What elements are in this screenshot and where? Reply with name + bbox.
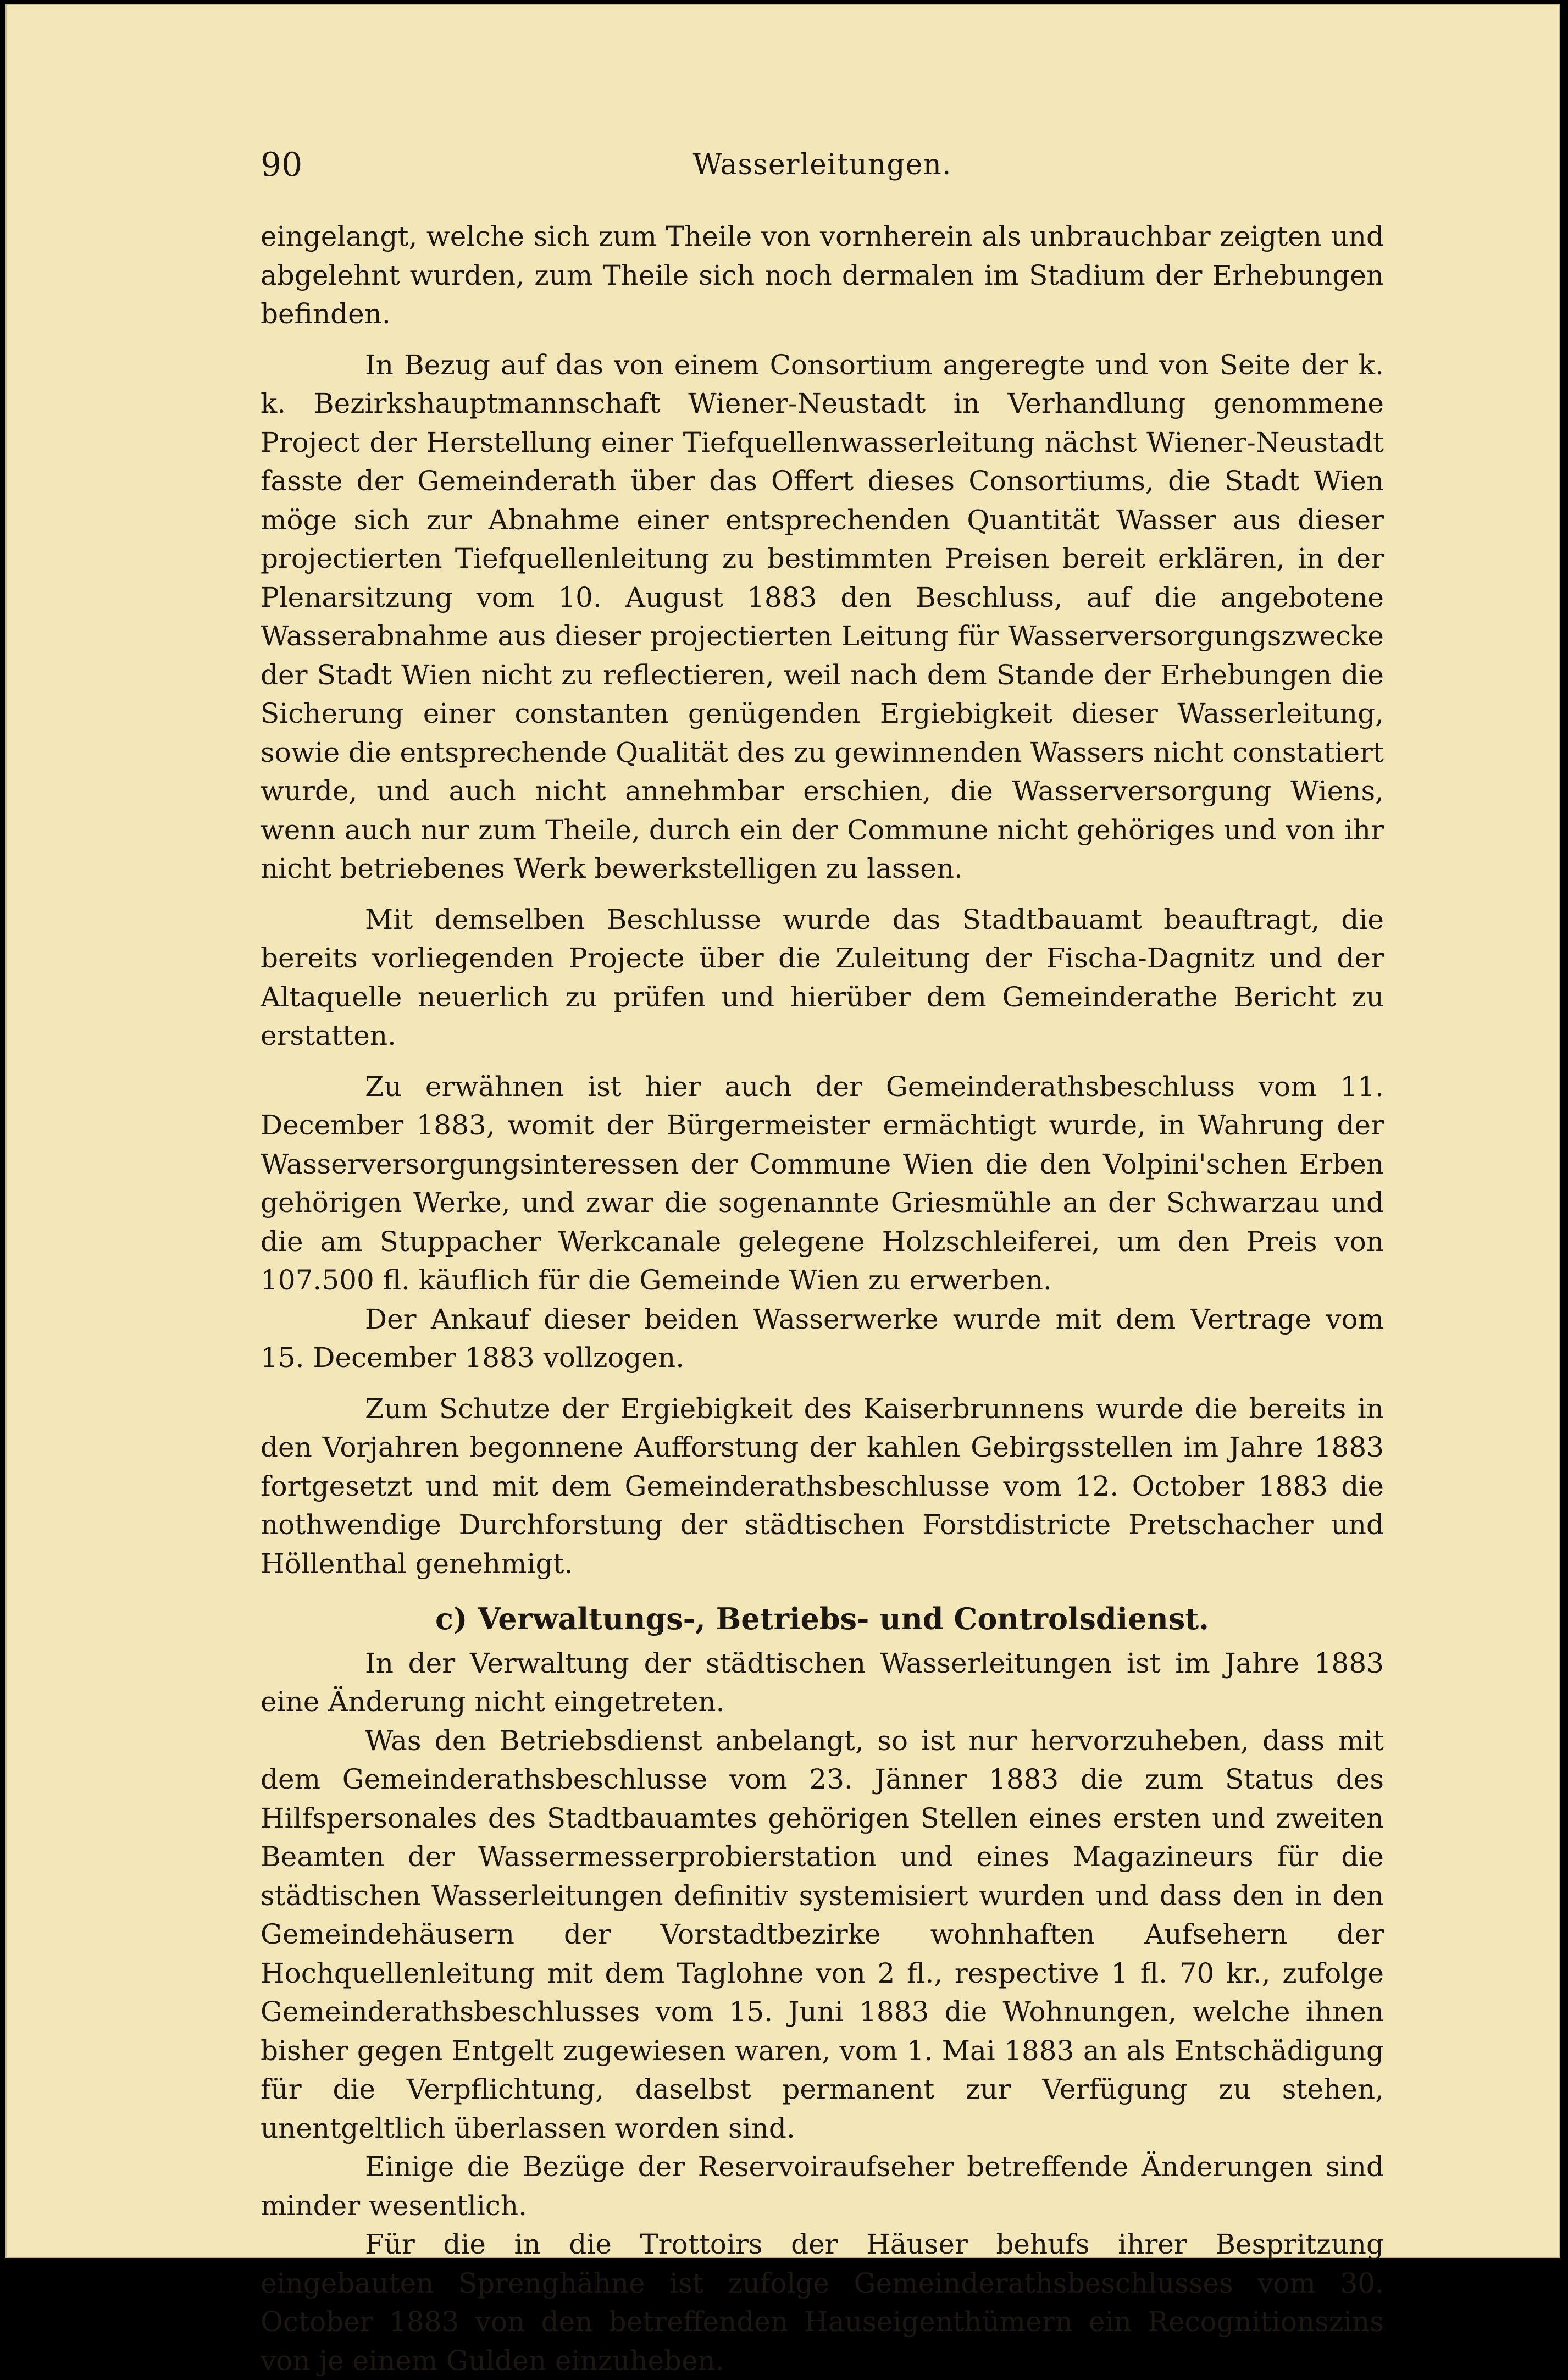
paragraph: Was den Betriebsdienst anbelangt, so ist nur hervorzuheben, dass mit dem Gemeinderathsbeschlusse vom 23. Jänner 1883 die zum Status des Hilfspersonales des Stadtbauamtes gehörigen Stellen eines ersten und zweiten Beamten der Wassermesserprobierstation und eines Magazineurs für die städtischen Wasserleitungen definitiv systemisiert wurden und dass den in den Gemeindehäusern der Vorstadtbezirke wohnhaften Aufsehern der Hochquellenleitung mit dem Taglohne von 2 fl., respective 1 fl. 70 kr., zufolge Gemeinderathsbeschlusses vom 15. Juni 1883 die Wohnungen, welche ihnen bisher gegen Entgelt zugewiesen waren, vom 1. Mai 1883 an als Entschädigung für die Verpflichtung, daselbst permanent zur Verfügung zu stehen, unentgeltlich überlassen worden sind. (261, 1724, 1384, 2144)
paragraph: Zum Schutze der Ergiebigkeit des Kaiserbrunnens wurde die bereits in den Vorjahren begonnene Aufforstung der kahlen Gebirgsstellen im Jahre 1883 fortgesetzt und mit dem Gemeinderathsbeschlusse vom 12. October 1883 die nothwendige Durchforstung der städtischen Forstdistricte Pretschacher und Höllenthal genehmigt. (261, 1392, 1384, 1580)
page-number: 90 (261, 146, 303, 184)
paragraph: Zu erwähnen ist hier auch der Gemeinderathsbeschluss vom 11. December 1883, womit der Bürgermeister ermächtigt wurde, in Wahrung der Wasserversorgungsinteressen der Commune Wien die den Volpini'schen Erben gehörigen Werke, und zwar die sogenannte Griesmühle an der Schwarzau und die am Stuppacher Werkcanale gelegene Holzschleiferei, um den Preis von 107.500 fl. käuflich für die Gemeinde Wien zu erwerben. (261, 1070, 1384, 1296)
paragraph: In der Verwaltung der städtischen Wasserleitungen ist im Jahre 1883 eine Änderung nicht eingetreten. (261, 1647, 1384, 1718)
paragraph: Einige die Bezüge der Reservoiraufseher betreffende Änderungen sind minder wesentlich. (261, 2151, 1384, 2222)
document-page (5, 4, 1560, 2377)
paragraph: In Bezug auf das von einem Consortium angeregte und von Seite der k. k. Bezirkshauptmannschaft Wiener-Neustadt in Verhandlung genommene Project der Herstellung einer Tiefquellenwasserleitung nächst Wiener-Neustadt fasste der Gemeinderath über das Offert dieses Consortiums, die Stadt Wien möge sich zur Abnahme einer entsprechenden Quantität Wasser aus dieser projectierten Tiefquellenleitung zu bestimmten Preisen bereit erklären, in der Plenarsitzung vom 10. August 1883 den Beschluss, auf die angebotene Wasserabnahme aus dieser projectierten Leitung für Wasserversorgungszwecke der Stadt Wien nicht zu reflectieren, weil nach dem Stande der Erhebungen die Sicherung einer constanten genügenden Ergiebigkeit dieser Wasserleitung, sowie die entsprechende Qualität des zu gewinnenden Wassers nicht constatiert wurde, und auch nicht annehmbar erschien, die Wasserversorgung Wiens, wenn auch nur zum Theile, durch ein der Commune nicht gehöriges und von ihr nicht betriebenes Werk bewerkstelligen zu lassen. (261, 348, 1384, 884)
body-text (261, 217, 1384, 2380)
running-title: Wasserleitungen. (692, 148, 952, 181)
section-heading: c) Verwaltungs-, Betriebs- und Controlsdienst. (435, 1601, 1209, 1636)
page-header (261, 143, 1384, 187)
paragraph: Mit demselben Beschlusse wurde das Stadtbauamt beauftragt, die bereits vorliegenden Projecte über die Zuleitung der Fischa-Dagnitz und der Altaquelle neuerlich zu prüfen und hierüber dem Gemeinderathe Bericht zu erstatten. (261, 903, 1384, 1051)
paragraph: Für die in die Trottoirs der Häuser behufs ihrer Bespritzung eingebauten Sprenghähne ist zufolge Gemeinderathsbeschlusses vom 30. October 1883 von den betreffenden Hauseigenthümern ein Recognitionszins von je einem Gulden einzuheben. (261, 2228, 1384, 2377)
paragraph: eingelangt, welche sich zum Theile von vornherein als unbrauchbar zeigten und abgelehnt wurden, zum Theile sich noch dermalen im Stadium der Erhebungen befinden. (261, 220, 1384, 330)
paragraph: Der Ankauf dieser beiden Wasserwerke wurde mit dem Vertrage vom 15. December 1883 vollzogen. (261, 1303, 1384, 1374)
